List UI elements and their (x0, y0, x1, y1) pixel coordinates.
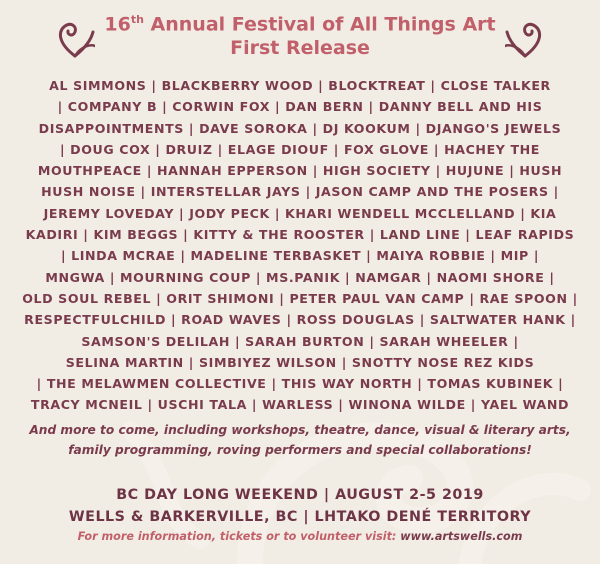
release-subtitle: First Release (230, 37, 370, 60)
lineup-row: RESPECTFULCHILD | ROAD WAVES | ROSS DOUGLAS | SALTWATER HANK | (24, 312, 576, 328)
title-ordinal-suffix: th (130, 13, 144, 26)
lineup-row: MOUTHPEACE | HANNAH EPPERSON | HIGH SOCIETY | HUJUNE | HUSH (37, 163, 563, 179)
festival-title (0, 8, 600, 36)
lineup-row: | DOUG COX | DRUIZ | ELAGE DIOUF | FOX GLOVE | HACHEY THE (59, 141, 541, 157)
more-info-line (0, 530, 600, 543)
lineup-row: KADIRI | KIM BEGGS | KITTY & THE ROOSTER | LAND LINE | LEAF RAPIDS (25, 227, 575, 243)
lineup-row: HUSH NOISE | INTERSTELLAR JAYS | JASON CAMP AND THE POSERS | (41, 184, 559, 200)
lineup-row: SELINA MARTIN | SIMBIYEZ WILSON | SNOTTY NOSE REZ KIDS (65, 354, 535, 370)
lineup-row: OLD SOUL REBEL | ORIT SHIMONI | PETER PAUL VAN CAMP | RAE SPOON | (22, 290, 578, 306)
lineup-row: MNGWA | MOURNING COUP | MS.PANIK | NAMGAR | NAOMI SHORE | (45, 269, 555, 285)
lineup-row: TRACY MCNEIL | USCHI TALA | WARLESS | WINONA WILDE | YAEL WAND (30, 397, 570, 413)
lineup-row: | COMPANY B | CORWIN FOX | DAN BERN | DANNY BELL AND HIS (57, 99, 543, 115)
event-dates: BC DAY LONG WEEKEND | AUGUST 2-5 2019 (116, 487, 484, 503)
lineup-row: | THE MELAWMEN COLLECTIVE | THIS WAY NORTH | TOMAS KUBINEK | (36, 376, 564, 392)
lineup-row: | LINDA MCRAE | MADELINE TERBASKET | MAIYA ROBBIE | MIP | (60, 248, 540, 264)
more-line-1: And more to come, including workshops, theatre, dance, visual & literary arts, (29, 423, 571, 437)
lineup-row: DISAPPOINTMENTS | DAVE SOROKA | DJ KOOKUM | DJANGO'S JEWELS (38, 120, 562, 136)
lineup-row: JEREMY LOVEDAY | JODY PECK | KHARI WENDELL MCCLELLAND | KIA (43, 205, 557, 221)
lineup-row: SAMSON'S DELILAH | SARAH BURTON | SARAH WHEELER | (81, 333, 519, 349)
festival-header (0, 8, 600, 60)
event-details (0, 484, 600, 528)
website-link[interactable]: www.artswells.com (400, 530, 523, 543)
title-text: Annual Festival of All Things Art (143, 13, 496, 36)
lineup-row: AL SIMMONS | BLACKBERRY WOOD | BLOCKTREAT | CLOSE TALKER (49, 78, 551, 93)
artist-lineup (18, 75, 582, 416)
more-line-2: family programming, roving performers and special collaborations! (68, 443, 532, 457)
more-to-come-note (0, 420, 600, 460)
event-location: WELLS & BARKERVILLE, BC | LHTAKO DENÉ TERRITORY (68, 509, 532, 525)
info-text: For more information, tickets or to volunteer visit: (77, 530, 401, 543)
title-number: 16 (104, 13, 131, 36)
